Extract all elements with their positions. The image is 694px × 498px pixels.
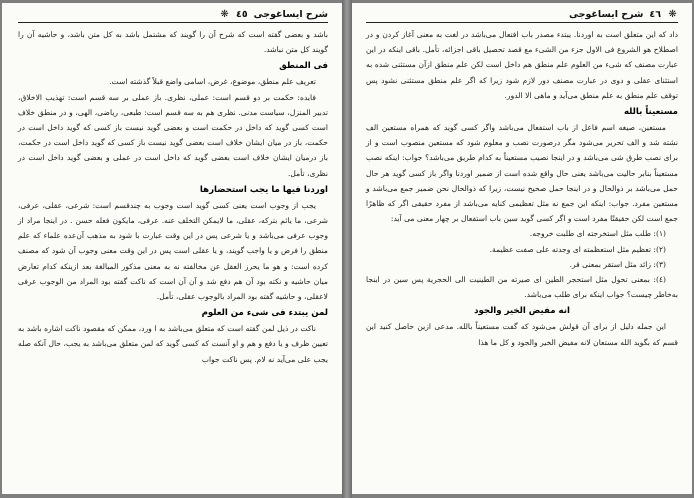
- right-page-body: [366, 27, 678, 350]
- left-page-body: [18, 27, 328, 367]
- paragraph: فایده: حکمت بر دو قسم است: عملی، نظری. باز عملی بر سه قسم است: تهذیب الاخلاق، تدبیر المنزل، سیاست مدنی. نظری هم به سه قسم است: طبعی، ریاضی، الهی، و در منطق خلاف است کسی گوید که داخل در حکمت است و بعضی گوید نیست باز کسی که گوید داخل است در حکمت، باز در میان ایشان خلاف است بعضی گوید نیست باز کسی که گوید داخل است در حکمت، باز درمیان ایشان خلاف است بعضی گوید که داخل است در عملی و بعضی گوید داخل است در نظری، تأمل.: [18, 92, 328, 178]
- list-item: (۲): تعظیم مثل استعظمته ای وجدته علی صفت عظیمة.: [489, 244, 666, 254]
- list-item: (۳): زائد مثل استقر بمعنی قر.: [569, 259, 666, 269]
- page-number: ٤٦: [649, 9, 661, 20]
- running-title: شرح ایساغوجی: [569, 9, 644, 20]
- list-item: (٤): بمعنی تحول مثل استحجر الطین ای صیرته من الطینیت الی الحجریة پس سین در اینجا به‌خاطر چیست؟ جواب اینکه برای طلب می‌باشد.: [366, 275, 678, 300]
- ornament-icon: ❋: [220, 9, 229, 20]
- paragraph: یجب از وجوب است یعنی کسی گوید است وجوب به چندقسم است: شرعی، عقلی، عرفی، شرعی، ما یاثم بترکه، عقلی، ما لایمکن التخلف عنه. عرفی، مایکون فعله حسن . در اینجا مراد از وجوب عرفی می‌باشد و یا شرعی پس در این وقت عبارت با شود به مذهب آن‌عده علماء که علم منطق را فرض و یا واجب گویند، و یا عقلی است پس در این وقت معنی وجوب آن شود که مصنف کرده است: و هو ما یحرز العقل عن مخالفته نه به معنی مذکور المبالغة بعد ازینکه کدام تعارض میان حاشیه و نکته بود آن هم دفع شد و آن آن است که ناکت گفته بود المراد من الوجوب عرفی لاعقلی، و حاشیه گفته بود المراد بالوجوب عقلی، تأمل.: [18, 200, 328, 302]
- section-heading: انه مفیض الخیر والجود: [474, 306, 570, 317]
- paragraph: ناکت در ذیل لمن گفته است که متعلق می‌باشد به ا ورد، ممکن که مقصود ناکت اشاره باشد به تعیین ظرف و یا دفع و هم و او آنست که کسی گوید که لمن متعلق می‌باشد به یجب، حال آنکه صله یجب علی می‌آید نه لام. پس ناکت جواب: [18, 324, 328, 364]
- paragraph: مستعین، صیغه اسم فاعل از باب استفعال می‌باشد واگر کسی گوید که همراه مستعین الف نشته شد و الف تحریر می‌شود مگر درصورت نصب و معلوم شود که مستعین منصوب است و از برای نصب طرق شی می‌باشد و در اینجا نصیب مستعیناً به کدام طریق می‌باشد؟ جواب: اینکه نصب مستعیناً بنابر حالیت می‌باشد یعنی حال واقع شده است از ضمیر اوردنا واگر باز کسی گوید هر حال حمل می‌باشد بر ذوالحال و در اینجا حمل صحیح نیست، زیرا که ذوالحال نحن ضمیر جمع می‌باشد و مستعین مفرد. جواب: اینکه این جمع نه مثل تعظیمی کنایه می‌باشد از مفرد حقیقی اگر که ظاهرًا جمع است لکن حقیقتًا مفرد است و اگر کسی گوید سین باب استفعال بر چهار معنی می آید:: [366, 123, 678, 224]
- page-number: ٤٥: [236, 9, 248, 20]
- book-gutter: [342, 0, 352, 498]
- paragraph: تعریف علم منطق، موضوع، غرض، اسامی واضع قبلاً گذشته است.: [109, 77, 316, 87]
- section-heading: اوردنا فیها ما یجب استحضارها: [199, 184, 328, 195]
- left-page: [2, 3, 342, 494]
- section-heading: مستعیناً بالله: [623, 107, 678, 118]
- paragraph: داد که این متعلق است به اوردنا. یبتدء مصدر باب افتعال می‌باشد در لغت به معنی آغاز کردن و در اصطلاح هو الشروع فی الاول جزء من الشیء مع قصد تحصیل باقی اجزائه، تأمل. باقی اینکه در این عبارت مصنف که شیء من العلوم علم منطق هم داخل است لکن علم منطق ازآن مستثنی شده به استثنای عقلی و دوی در عبارت مصنف دور لازم شود زیرا که اگر علم منطق مستثنی نشود پس توقف علم منطق به علم منطق می‌آید و ماهی الا الدور.: [366, 30, 678, 100]
- left-page-header: [18, 9, 328, 23]
- paragraph: این جمله دلیل از برای آن قولش می‌شود که گفت مستعیناً بالله. مدعی ازین حاصل کنید این قسم که بگوید الله مستعان لانه مفیض الخیر والجود و کل ما هذا: [366, 322, 678, 347]
- running-title: شرح ایساغوجی: [253, 9, 328, 20]
- section-heading: لمن یبتدء فی شیء من العلوم: [201, 308, 328, 319]
- section-heading: فی المنطق: [279, 61, 328, 72]
- paragraph: باشد و بعضی گفته است که شرح آن را گویند که مشتمل باشد به کل متن باشد، و حاشیه آن را گویند کل متن نباشد.: [18, 30, 328, 55]
- ornament-icon: ❋: [668, 9, 677, 20]
- right-page: [352, 3, 692, 494]
- right-page-header: [366, 9, 678, 23]
- list-item: (۱): طلب مثل استخرجته ای طلبت خروجه.: [529, 229, 666, 239]
